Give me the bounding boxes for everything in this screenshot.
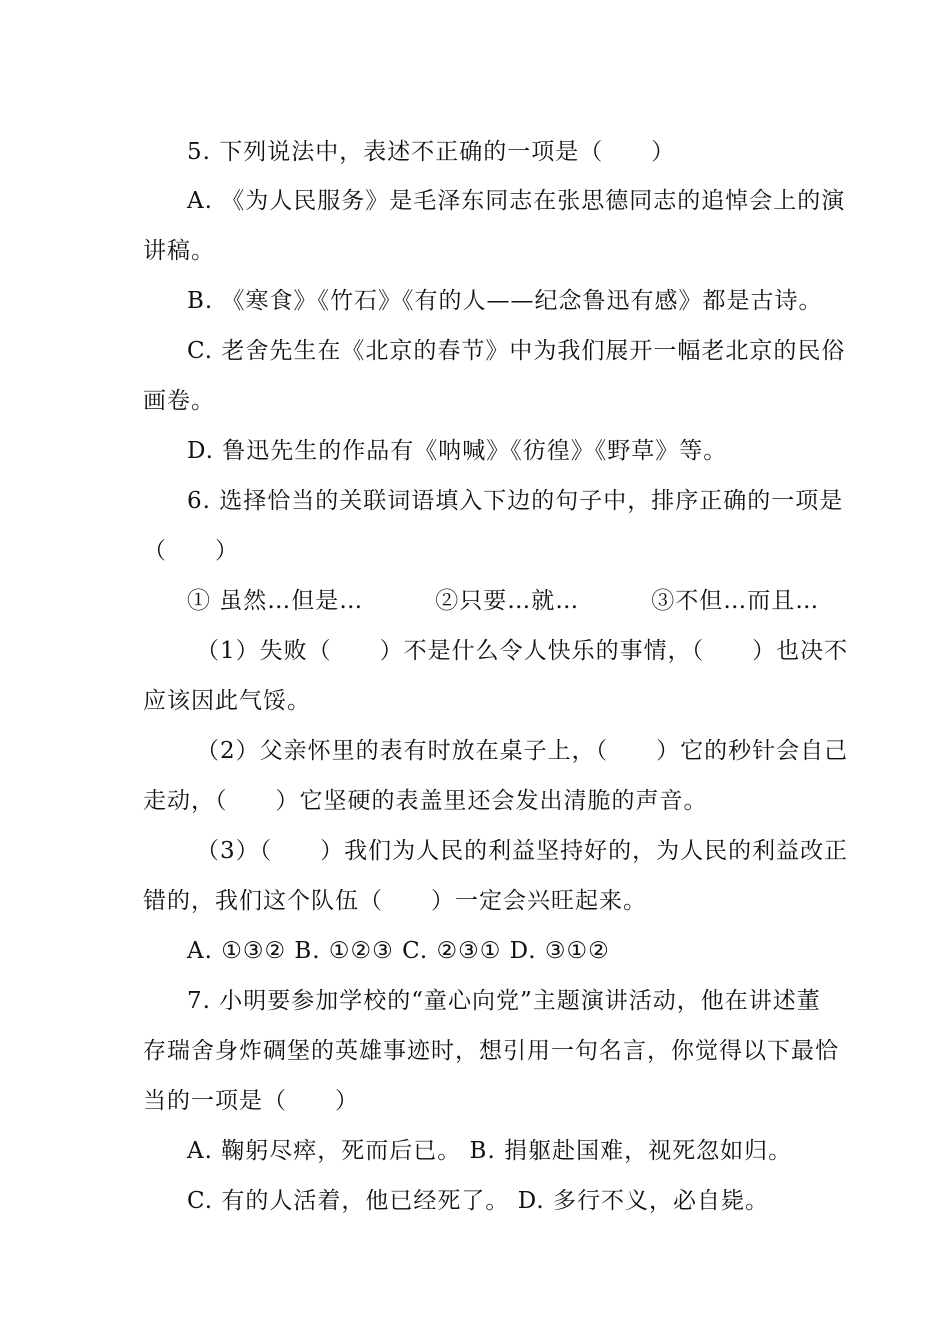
q5-option-c-line1: C. 老舍先生在《北京的春节》中为我们展开一幅老北京的民俗 xyxy=(187,338,846,364)
q7-stem-line1: 7. 小明要参加学校的“童心向党”主题演讲活动，他在讲述董 xyxy=(187,988,821,1014)
q6-stem-line1: 6. 选择恰当的关联词语填入下边的句子中，排序正确的一项是 xyxy=(187,488,844,514)
q5-option-d: D. 鲁迅先生的作品有《呐喊》《彷徨》《野草》等。 xyxy=(187,438,728,464)
q7-stem-line2: 存瑞舍身炸碉堡的英雄事迹时，想引用一句名言，你觉得以下最恰 xyxy=(143,1038,839,1064)
q6-sentence3-line1: （3）（ ）我们为人民的利益坚持好的，为人民的利益改正 xyxy=(196,838,849,864)
q5-option-a-line1: A. 《为人民服务》是毛泽东同志在张思德同志的追悼会上的演 xyxy=(187,188,846,214)
q5-option-a-line2: 讲稿。 xyxy=(143,238,215,264)
q7-options-ab: A. 鞠躬尽瘁，死而后已。 B. 捐躯赴国难，视死忽如归。 xyxy=(187,1138,793,1164)
q7-stem-line3: 当的一项是（ ） xyxy=(143,1088,359,1114)
q6-sentence1-line2: 应该因此气馁。 xyxy=(143,688,311,714)
q6-sentence1-line1: （1）失败（ ）不是什么令人快乐的事情，（ ）也决不 xyxy=(196,638,849,664)
q5-option-b: B. 《寒食》《竹石》《有的人——纪念鲁迅有感》都是古诗。 xyxy=(187,288,823,314)
q5-stem: 5. 下列说法中，表述不正确的一项是（ ） xyxy=(187,139,676,165)
q6-answer-options: A. ①③② B. ①②③ C. ②③① D. ③①② xyxy=(187,938,610,964)
q6-sentence2-line1: （2）父亲怀里的表有时放在桌子上，（ ）它的秒针会自己 xyxy=(196,738,849,764)
q7-options-cd: C. 有的人活着，他已经死了。 D. 多行不义，必自毙。 xyxy=(187,1188,769,1214)
q6-sentence2-line2: 走动，（ ）它坚硬的表盖里还会发出清脆的声音。 xyxy=(143,788,708,814)
q6-connective-options: ① 虽然…但是… ②只要…就… ③不但…而且… xyxy=(187,588,820,614)
q6-stem-line2: （ ） xyxy=(143,538,239,564)
q5-option-c-line2: 画卷。 xyxy=(143,388,215,414)
q6-sentence3-line2: 错的，我们这个队伍（ ）一定会兴旺起来。 xyxy=(143,888,647,914)
